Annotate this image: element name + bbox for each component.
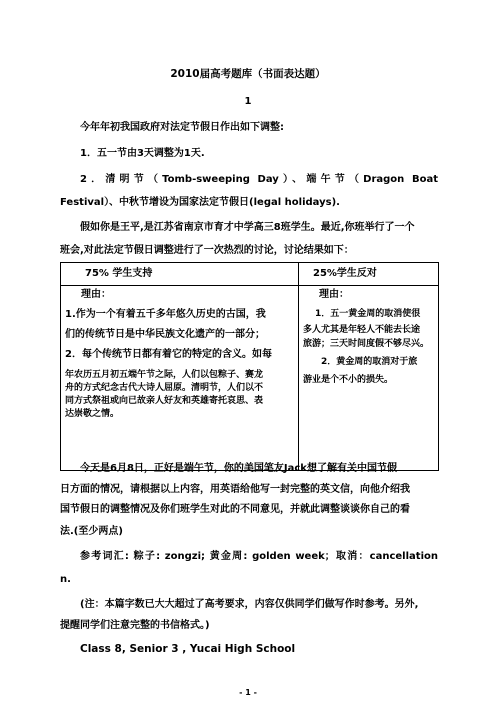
- support-line: 同方式祭祖或向已故亲人好友和英雄寄托哀思、表: [65, 396, 264, 406]
- vocabulary-line-2: n.: [60, 574, 71, 585]
- class-line: Class 8, Senior 3 , Yucai High School: [80, 643, 296, 655]
- support-line: 舟的方式纪念古代大诗人屈原。清明节，人们以不: [65, 383, 264, 393]
- assumption-line-1: 假如你是王平,是江苏省南京市育才中学高三8班学生。最近,你班举行了一个: [80, 222, 415, 233]
- support-header-cell: [61, 263, 299, 286]
- document-title: 2010届高考题库（书面表达题）: [170, 68, 326, 80]
- oppose-line: 2．黄金周的取消对于旅: [321, 357, 418, 367]
- oppose-reasons-cell: [299, 286, 439, 471]
- support-line: 们的传统节日是中华民族文化遗产的一部分；: [65, 329, 265, 340]
- task-line-3: 国节假日的调整情况及你们班学生对此的不同意见，并就此调整谈谈你自己的看: [60, 504, 410, 515]
- oppose-header: 25%学生反对: [313, 268, 377, 279]
- oppose-line: 旅游；三天时间度假不够尽兴。: [303, 339, 430, 349]
- oppose-line: 1．五一黄金周的取消使很: [315, 309, 421, 319]
- support-line: 年农历五月初五端午节之际，人们以包粽子、赛龙: [65, 370, 264, 380]
- oppose-line: 多人尤其是年轻人不能去长途: [303, 325, 421, 335]
- support-reason-label: 理由：: [81, 289, 111, 300]
- support-line: 1.作为一个有着五千多年悠久历史的古国，我: [65, 309, 266, 320]
- vocabulary-line-1: 参考词汇: 粽子: zongzi; 黄金周: golden week；取消：cancellation: [80, 551, 438, 562]
- support-line: 2．每个传统节日都有着它的特定的含义。如每: [65, 349, 272, 360]
- adjustment-item-2-line-2: Festival）、中秋节增设为国家法定节假日(legal holidays).: [60, 197, 340, 208]
- section-number: 1: [244, 96, 252, 107]
- note-line-1: (注：本篇字数已大大超过了高考要求，内容仅供同学们做写作时参考。另外,: [80, 599, 419, 610]
- oppose-header-cell: [299, 263, 439, 286]
- support-reasons-cell: [61, 286, 299, 471]
- discussion-results-table: [60, 262, 439, 471]
- task-line-2: 日方面的情况，请根据以上内容，用英语给他写一封完整的英文信，向他介绍我: [60, 484, 410, 495]
- support-header: 75% 学生支持: [85, 268, 153, 279]
- task-line-1: 今天是6月8日，正好是端午节，你的美国笔友Jack想了解有关中国节假: [80, 463, 397, 474]
- page-number: - 1 -: [239, 688, 257, 697]
- adjustment-item-1: 1．五一节由3天调整为1天.: [80, 148, 205, 159]
- support-line: 达崇敬之情。: [65, 409, 120, 419]
- oppose-line: 游业是个不小的损失。: [303, 375, 394, 385]
- task-line-4: 法.(至少两点): [60, 526, 123, 537]
- oppose-reason-label: 理由：: [319, 289, 349, 300]
- note-line-2: 提醒同学们注意完整的书信格式。): [60, 620, 210, 631]
- intro-paragraph: 今年年初我国政府对法定节假日作出如下调整:: [80, 122, 284, 133]
- assumption-line-2: 班会,对此法定节假日调整进行了一次热烈的讨论，讨论结果如下：: [60, 245, 354, 256]
- adjustment-item-2-line-1: 2．清明节（Tomb-sweeping Day）、端午节（Dragon Boat: [80, 174, 438, 185]
